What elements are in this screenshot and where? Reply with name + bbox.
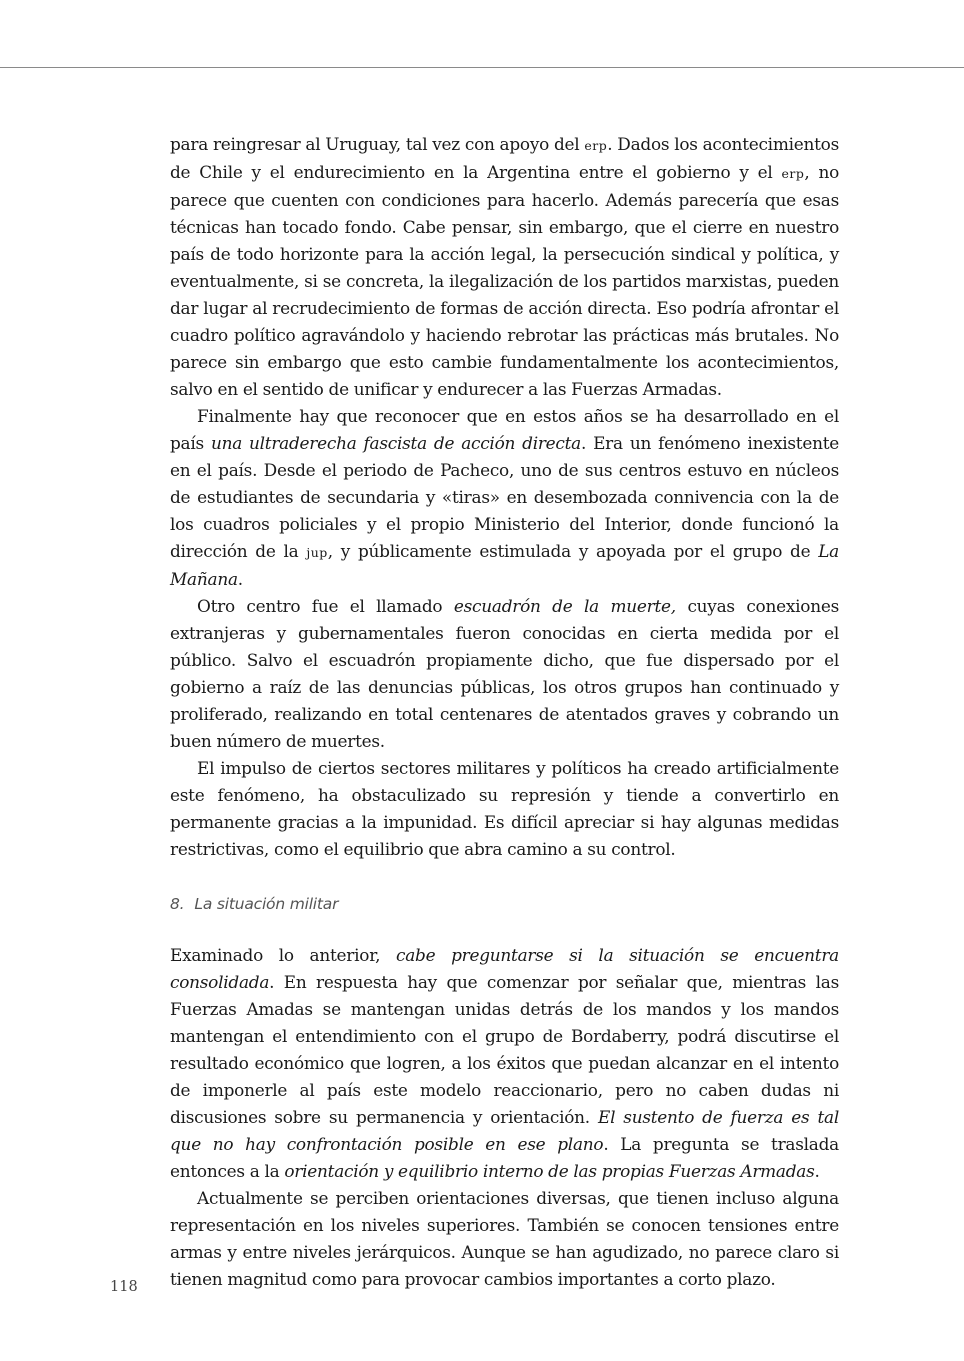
text-run: cuyas conexiones extranjeras y gubernamentales fueron conocidas en cierta medida por el público. Salvo el escuadrón propiamente dicho, que fue dispersado por el gobierno a raíz de las denuncias públicas, los otros grupos han continuado y proliferado, realizando en total centenares de atentados graves y cobrando un buen número de muertes. (170, 596, 839, 751)
text-run: Finalmente hay que reconocer que en estos años se ha desarrollado en el país (170, 406, 839, 453)
text-run: Examinado lo anterior, (170, 945, 397, 965)
text-run: , no parece que cuenten con condiciones para hacerlo. Además parecería que esas técnicas han tocado fondo. Cabe pensar, sin embargo, que el cierre en nuestro país de todo horizonte para la acción legal, la persecución sindical y política, y eventualmente, si se concreta, la ilegalización de los partidos marxistas, pueden dar lugar al recrudecimiento de formas de acción directa. Eso podría afrontar el cuadro político agravándolo y haciendo rebrotar las prácticas más brutales. No parece sin embargo que esto cambie fundamentalmente los acontecimientos, salvo en el sentido de unificar y endurecer a las Fuerzas Armadas. (170, 162, 839, 399)
emphasis: escuadrón de la muerte, (453, 596, 676, 616)
emphasis: La Mañana (170, 541, 839, 589)
acronym-jup: jup (306, 545, 328, 560)
text-run: . En respuesta hay que comenzar por señalar que, mientras las Fuerzas Amadas se mantengan unidas detrás de los mandos y los mandos mantengan el entendimiento con el grupo de Bordaberry, podrá discutirse el resultado económico que logren, a los éxitos que puedan alcanzar en el intento de imponerle al país este modelo reaccionario, pero no caben dudas ni discusiones sobre su permanencia y orientación. (170, 972, 839, 1127)
emphasis: una ultraderecha fascista de acción directa (210, 433, 581, 453)
acronym-erp: erp (781, 166, 805, 181)
section-heading (170, 891, 839, 918)
paragraph (170, 593, 839, 755)
paragraph (170, 755, 839, 863)
text-run: . (237, 569, 243, 589)
page-body (170, 131, 839, 1293)
emphasis: cabe preguntarse si la situación se encuentra consolidada (170, 945, 839, 992)
header-rule (0, 67, 964, 68)
text-run: Actualmente se perciben orientaciones diversas, que tienen incluso alguna representación en los niveles superiores. También se conocen tensiones entre armas y entre niveles jerárquicos. Aunque se han agudizado, no parece claro si tienen magnitud como para provocar cambios importantes a corto plazo. (170, 1188, 839, 1289)
text-run: . Era un fenómeno inexistente en el país. Desde el periodo de Pacheco, uno de sus centros estuvo en núcleos de estudiantes de secundaria y «tiras» en desembozada connivencia con la de los cuadros policiales y el propio Ministerio del Interior, donde funcionó la dirección de la (170, 433, 839, 561)
section-title: La situación militar (194, 895, 339, 913)
paragraph (170, 942, 839, 1185)
paragraph (170, 131, 839, 403)
emphasis: orientación y equilibrio interno de las propias Fuerzas Armadas (284, 1161, 815, 1181)
acronym-erp: erp (584, 138, 608, 153)
text-run: . La pregunta se traslada entonces a la (170, 1134, 839, 1181)
paragraph (170, 403, 839, 593)
emphasis: El sustento de fuerza es tal que no hay confrontación posible en ese plano (170, 1107, 839, 1154)
paragraph (170, 1185, 839, 1293)
text-run: Otro centro fue el llamado (197, 596, 454, 616)
text-run: El impulso de ciertos sectores militares y políticos ha creado artificialmente este fenómeno, ha obstaculizado su represión y tiende a convertirlo en permanente gracias a la impunidad. Es difícil apreciar si hay algunas medidas restrictivas, como el equilibrio que abra camino a su control. (170, 758, 839, 859)
text-run: . (814, 1161, 820, 1181)
text-run: . Dados los acontecimientos de Chile y el endurecimiento en la Argentina entre el gobierno y el (170, 134, 840, 182)
page-number: 118 (110, 1279, 138, 1295)
text-run: , y públicamente estimulada y apoyada por el grupo de (327, 541, 819, 561)
text-run: para reingresar al Uruguay, tal vez con apoyo del (170, 134, 585, 154)
section-number: 8. (170, 895, 185, 913)
